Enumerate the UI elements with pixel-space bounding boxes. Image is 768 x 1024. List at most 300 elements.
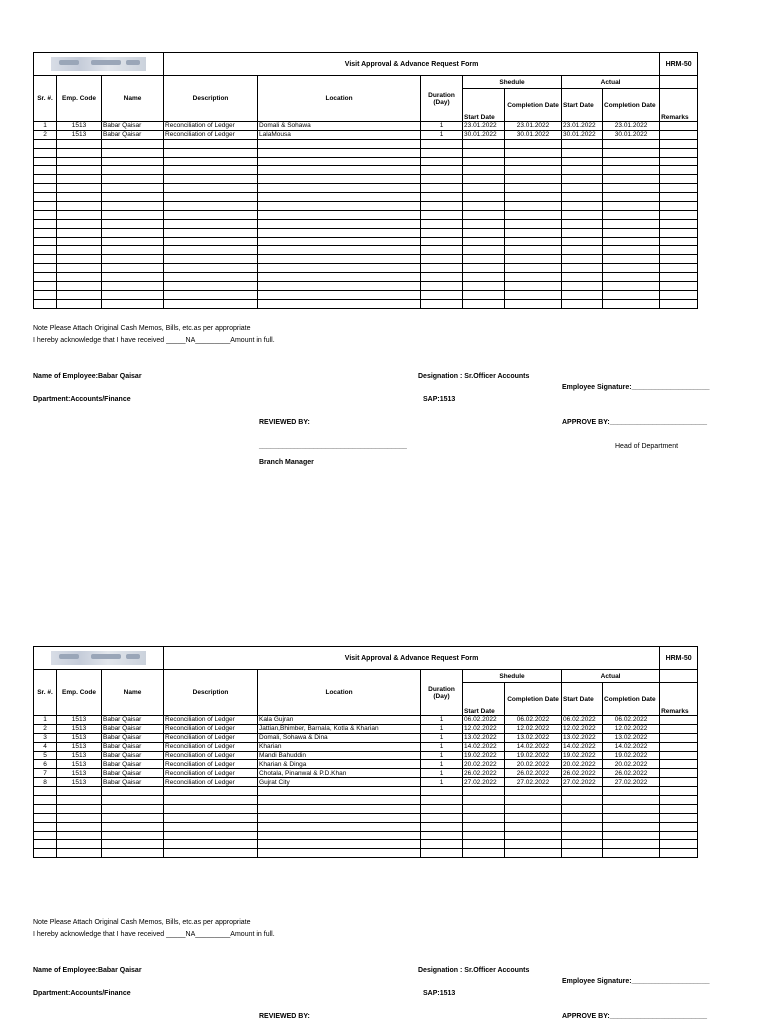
row-duration bbox=[421, 804, 463, 813]
row-remarks bbox=[660, 849, 698, 858]
row-location bbox=[258, 255, 421, 264]
row-name bbox=[102, 299, 164, 308]
row-location bbox=[258, 166, 421, 175]
row-duration bbox=[421, 219, 463, 228]
row-name bbox=[102, 175, 164, 184]
row-actual-start: 13.02.2022 bbox=[562, 733, 603, 742]
row-remarks bbox=[660, 157, 698, 166]
row-actual-completion: 23.01.2022 bbox=[603, 122, 660, 131]
row-duration: 1 bbox=[421, 130, 463, 139]
row-actual-start bbox=[562, 273, 603, 282]
row-duration: 1 bbox=[421, 716, 463, 725]
col-name: Name bbox=[102, 670, 164, 716]
row-remarks bbox=[660, 760, 698, 769]
row-schedule-start bbox=[463, 166, 505, 175]
row-location bbox=[258, 210, 421, 219]
row-duration bbox=[421, 840, 463, 849]
table-row bbox=[34, 122, 698, 131]
company-logo bbox=[34, 53, 164, 76]
row-location bbox=[258, 246, 421, 255]
row-description bbox=[164, 849, 258, 858]
row-actual-start bbox=[562, 849, 603, 858]
row-schedule-start bbox=[463, 157, 505, 166]
table-row bbox=[34, 139, 698, 148]
row-emp-code bbox=[57, 157, 102, 166]
row-actual-start bbox=[562, 290, 603, 299]
row-duration: 1 bbox=[421, 769, 463, 778]
row-schedule-start: 12.02.2022 bbox=[463, 724, 505, 733]
row-sr bbox=[34, 804, 57, 813]
row-schedule-completion: 19.02.2022 bbox=[505, 751, 562, 760]
row-duration: 1 bbox=[421, 751, 463, 760]
row-description bbox=[164, 237, 258, 246]
row-sr bbox=[34, 273, 57, 282]
row-emp-code bbox=[57, 831, 102, 840]
col-remarks: Remarks bbox=[660, 89, 698, 122]
row-sr bbox=[34, 166, 57, 175]
row-actual-start bbox=[562, 175, 603, 184]
row-emp-code bbox=[57, 813, 102, 822]
row-actual-start bbox=[562, 840, 603, 849]
row-emp-code: 1513 bbox=[57, 769, 102, 778]
row-location bbox=[258, 264, 421, 273]
row-description bbox=[164, 787, 258, 796]
row-actual-completion: 30.01.2022 bbox=[603, 130, 660, 139]
table-row bbox=[34, 175, 698, 184]
row-duration bbox=[421, 139, 463, 148]
row-actual-start bbox=[562, 813, 603, 822]
row-sr: 1 bbox=[34, 122, 57, 131]
row-actual-start bbox=[562, 255, 603, 264]
row-name bbox=[102, 246, 164, 255]
row-schedule-start bbox=[463, 831, 505, 840]
row-emp-code bbox=[57, 193, 102, 202]
row-actual-completion bbox=[603, 210, 660, 219]
row-sr bbox=[34, 264, 57, 273]
row-name bbox=[102, 787, 164, 796]
row-sr bbox=[34, 148, 57, 157]
row-actual-completion bbox=[603, 787, 660, 796]
row-schedule-start bbox=[463, 796, 505, 805]
row-sr: 2 bbox=[34, 724, 57, 733]
form-1-rows bbox=[34, 122, 698, 309]
row-description: Reconciliation of Ledger bbox=[164, 733, 258, 742]
table-row bbox=[34, 193, 698, 202]
visit-form-table-1 bbox=[33, 52, 698, 309]
approve-by: APPROVE BY:_________________________ bbox=[562, 419, 708, 426]
row-description bbox=[164, 822, 258, 831]
table-row bbox=[34, 742, 698, 751]
row-location bbox=[258, 849, 421, 858]
row-description bbox=[164, 139, 258, 148]
row-remarks bbox=[660, 246, 698, 255]
table-row bbox=[34, 210, 698, 219]
table-row bbox=[34, 219, 698, 228]
row-duration bbox=[421, 849, 463, 858]
row-sr bbox=[34, 255, 57, 264]
row-emp-code bbox=[57, 282, 102, 291]
row-emp-code: 1513 bbox=[57, 742, 102, 751]
row-location bbox=[258, 157, 421, 166]
row-sr bbox=[34, 184, 57, 193]
row-duration: 1 bbox=[421, 724, 463, 733]
row-duration bbox=[421, 273, 463, 282]
row-emp-code bbox=[57, 237, 102, 246]
row-actual-completion: 06.02.2022 bbox=[603, 716, 660, 725]
row-duration bbox=[421, 255, 463, 264]
row-location bbox=[258, 831, 421, 840]
row-actual-completion bbox=[603, 246, 660, 255]
row-schedule-start bbox=[463, 184, 505, 193]
row-description bbox=[164, 175, 258, 184]
table-row bbox=[34, 831, 698, 840]
row-schedule-start: 06.02.2022 bbox=[463, 716, 505, 725]
row-schedule-completion bbox=[505, 796, 562, 805]
row-schedule-start bbox=[463, 246, 505, 255]
row-schedule-completion bbox=[505, 193, 562, 202]
reviewer-signature-line: ______________________________________ bbox=[259, 443, 407, 450]
row-description: Reconciliation of Ledger bbox=[164, 724, 258, 733]
row-remarks bbox=[660, 733, 698, 742]
table-row bbox=[34, 130, 698, 139]
row-duration bbox=[421, 166, 463, 175]
row-remarks bbox=[660, 139, 698, 148]
row-sr bbox=[34, 787, 57, 796]
row-emp-code: 1513 bbox=[57, 733, 102, 742]
col-actual-completion: Completion Date bbox=[603, 683, 660, 716]
row-name bbox=[102, 264, 164, 273]
row-schedule-start bbox=[463, 255, 505, 264]
row-actual-completion bbox=[603, 157, 660, 166]
row-duration bbox=[421, 813, 463, 822]
row-actual-completion bbox=[603, 219, 660, 228]
designation: Designation : Sr.Officer Accounts bbox=[418, 967, 530, 974]
row-sr bbox=[34, 237, 57, 246]
row-location bbox=[258, 184, 421, 193]
row-schedule-completion bbox=[505, 264, 562, 273]
table-row bbox=[34, 796, 698, 805]
row-description bbox=[164, 246, 258, 255]
row-actual-start bbox=[562, 202, 603, 211]
row-name bbox=[102, 804, 164, 813]
row-remarks bbox=[660, 184, 698, 193]
row-schedule-completion: 13.02.2022 bbox=[505, 733, 562, 742]
row-duration bbox=[421, 193, 463, 202]
row-actual-start bbox=[562, 796, 603, 805]
row-description bbox=[164, 282, 258, 291]
row-location bbox=[258, 219, 421, 228]
table-row bbox=[34, 778, 698, 787]
row-schedule-completion: 27.02.2022 bbox=[505, 778, 562, 787]
row-schedule-start bbox=[463, 299, 505, 308]
row-schedule-start bbox=[463, 787, 505, 796]
row-description bbox=[164, 210, 258, 219]
row-schedule-completion bbox=[505, 813, 562, 822]
row-sr: 4 bbox=[34, 742, 57, 751]
row-sr bbox=[34, 822, 57, 831]
row-name bbox=[102, 796, 164, 805]
row-location bbox=[258, 273, 421, 282]
row-actual-start bbox=[562, 193, 603, 202]
row-schedule-completion: 06.02.2022 bbox=[505, 716, 562, 725]
row-schedule-start bbox=[463, 193, 505, 202]
row-duration bbox=[421, 228, 463, 237]
row-location: Gujrat City bbox=[258, 778, 421, 787]
row-emp-code bbox=[57, 255, 102, 264]
col-actual: Actual bbox=[562, 76, 660, 89]
row-emp-code bbox=[57, 219, 102, 228]
row-actual-completion: 14.02.2022 bbox=[603, 742, 660, 751]
col-duration: Duration (Day) bbox=[421, 76, 463, 122]
table-row bbox=[34, 290, 698, 299]
row-schedule-completion: 30.01.2022 bbox=[505, 130, 562, 139]
row-emp-code bbox=[57, 264, 102, 273]
row-location bbox=[258, 175, 421, 184]
row-sr: 7 bbox=[34, 769, 57, 778]
row-sr bbox=[34, 840, 57, 849]
row-name bbox=[102, 193, 164, 202]
row-description bbox=[164, 813, 258, 822]
row-schedule-completion bbox=[505, 840, 562, 849]
row-name bbox=[102, 831, 164, 840]
row-emp-code bbox=[57, 849, 102, 858]
row-location bbox=[258, 237, 421, 246]
row-duration bbox=[421, 787, 463, 796]
col-schedule: Shedule bbox=[463, 670, 562, 683]
row-sr bbox=[34, 175, 57, 184]
row-remarks bbox=[660, 273, 698, 282]
row-remarks bbox=[660, 778, 698, 787]
col-sr: Sr. #. bbox=[34, 76, 57, 122]
row-actual-start bbox=[562, 210, 603, 219]
row-remarks bbox=[660, 166, 698, 175]
row-description bbox=[164, 219, 258, 228]
row-sr bbox=[34, 813, 57, 822]
row-actual-start bbox=[562, 264, 603, 273]
row-actual-start: 27.02.2022 bbox=[562, 778, 603, 787]
row-description: Reconciliation of Ledger bbox=[164, 751, 258, 760]
row-sr: 2 bbox=[34, 130, 57, 139]
row-location bbox=[258, 840, 421, 849]
row-actual-start bbox=[562, 246, 603, 255]
row-sr bbox=[34, 282, 57, 291]
row-description bbox=[164, 255, 258, 264]
row-remarks bbox=[660, 724, 698, 733]
employee-signature: Employee Signature:____________________ bbox=[562, 384, 710, 391]
row-schedule-start bbox=[463, 148, 505, 157]
row-actual-completion bbox=[603, 822, 660, 831]
row-schedule-start bbox=[463, 840, 505, 849]
row-schedule-completion bbox=[505, 787, 562, 796]
row-schedule-completion bbox=[505, 804, 562, 813]
table-row bbox=[34, 166, 698, 175]
row-location bbox=[258, 290, 421, 299]
row-location bbox=[258, 139, 421, 148]
form-code: HRM-50 bbox=[660, 647, 698, 670]
form-1-header bbox=[34, 53, 698, 122]
row-name bbox=[102, 813, 164, 822]
row-description: Reconciliation of Ledger bbox=[164, 742, 258, 751]
row-actual-start: 06.02.2022 bbox=[562, 716, 603, 725]
row-actual-completion bbox=[603, 299, 660, 308]
row-sr bbox=[34, 219, 57, 228]
row-location: Mandi Bahuddin bbox=[258, 751, 421, 760]
row-duration bbox=[421, 210, 463, 219]
row-duration bbox=[421, 264, 463, 273]
row-schedule-start: 19.02.2022 bbox=[463, 751, 505, 760]
row-location: Domali, Sohawa & Dina bbox=[258, 733, 421, 742]
row-actual-completion bbox=[603, 148, 660, 157]
row-name: Babar Qaisar bbox=[102, 122, 164, 131]
row-remarks bbox=[660, 255, 698, 264]
row-emp-code bbox=[57, 148, 102, 157]
row-actual-completion bbox=[603, 166, 660, 175]
row-actual-completion bbox=[603, 255, 660, 264]
row-actual-completion: 26.02.2022 bbox=[603, 769, 660, 778]
row-description: Reconciliation of Ledger bbox=[164, 716, 258, 725]
row-actual-completion bbox=[603, 804, 660, 813]
branch-manager: Branch Manager bbox=[259, 459, 314, 466]
row-schedule-start: 27.02.2022 bbox=[463, 778, 505, 787]
note-text: Note Please Attach Original Cash Memos, Bills, etc.as per appropriate bbox=[33, 919, 251, 926]
row-name bbox=[102, 255, 164, 264]
row-actual-completion bbox=[603, 796, 660, 805]
row-sr: 1 bbox=[34, 716, 57, 725]
form-title: Visit Approval & Advance Request Form bbox=[164, 647, 660, 670]
row-schedule-completion bbox=[505, 148, 562, 157]
row-location: Kala Gujran bbox=[258, 716, 421, 725]
row-schedule-start bbox=[463, 139, 505, 148]
row-schedule-completion bbox=[505, 202, 562, 211]
row-sr bbox=[34, 210, 57, 219]
row-schedule-completion bbox=[505, 166, 562, 175]
col-schedule-completion: Completion Date bbox=[505, 89, 562, 122]
row-duration bbox=[421, 796, 463, 805]
row-description bbox=[164, 804, 258, 813]
row-actual-start bbox=[562, 184, 603, 193]
row-actual-completion bbox=[603, 840, 660, 849]
row-emp-code bbox=[57, 273, 102, 282]
row-actual-completion bbox=[603, 193, 660, 202]
row-duration bbox=[421, 157, 463, 166]
row-name bbox=[102, 202, 164, 211]
row-remarks bbox=[660, 804, 698, 813]
row-duration: 1 bbox=[421, 760, 463, 769]
row-schedule-completion bbox=[505, 822, 562, 831]
row-location: Domali & Sohawa bbox=[258, 122, 421, 131]
row-location bbox=[258, 822, 421, 831]
row-actual-completion bbox=[603, 175, 660, 184]
row-description: Reconciliation of Ledger bbox=[164, 122, 258, 131]
row-emp-code: 1513 bbox=[57, 130, 102, 139]
row-description bbox=[164, 228, 258, 237]
row-schedule-completion: 14.02.2022 bbox=[505, 742, 562, 751]
row-duration bbox=[421, 246, 463, 255]
head-of-department: Head of Department bbox=[615, 443, 679, 450]
row-name bbox=[102, 290, 164, 299]
row-name bbox=[102, 822, 164, 831]
row-remarks bbox=[660, 796, 698, 805]
row-emp-code: 1513 bbox=[57, 760, 102, 769]
row-actual-completion bbox=[603, 139, 660, 148]
row-schedule-start: 26.02.2022 bbox=[463, 769, 505, 778]
col-actual-start: Start Date bbox=[562, 683, 603, 716]
row-actual-start bbox=[562, 282, 603, 291]
row-description: Reconciliation of Ledger bbox=[164, 778, 258, 787]
row-sr bbox=[34, 246, 57, 255]
table-row bbox=[34, 264, 698, 273]
row-schedule-completion: 12.02.2022 bbox=[505, 724, 562, 733]
row-actual-start bbox=[562, 166, 603, 175]
table-row bbox=[34, 299, 698, 308]
row-description bbox=[164, 290, 258, 299]
row-emp-code: 1513 bbox=[57, 724, 102, 733]
row-duration bbox=[421, 282, 463, 291]
col-emp-code: Emp. Code bbox=[57, 76, 102, 122]
row-actual-start bbox=[562, 219, 603, 228]
row-actual-completion bbox=[603, 273, 660, 282]
row-emp-code bbox=[57, 166, 102, 175]
row-remarks bbox=[660, 130, 698, 139]
table-row bbox=[34, 822, 698, 831]
row-actual-start bbox=[562, 299, 603, 308]
row-schedule-completion: 26.02.2022 bbox=[505, 769, 562, 778]
row-actual-completion: 13.02.2022 bbox=[603, 733, 660, 742]
company-logo bbox=[34, 647, 164, 670]
table-row bbox=[34, 255, 698, 264]
row-description: Reconciliation of Ledger bbox=[164, 760, 258, 769]
row-duration bbox=[421, 237, 463, 246]
row-actual-completion bbox=[603, 264, 660, 273]
row-description bbox=[164, 202, 258, 211]
row-description: Reconciliation of Ledger bbox=[164, 769, 258, 778]
row-emp-code: 1513 bbox=[57, 778, 102, 787]
row-name: Babar Qaisar bbox=[102, 778, 164, 787]
row-schedule-completion bbox=[505, 184, 562, 193]
row-location bbox=[258, 299, 421, 308]
designation: Designation : Sr.Officer Accounts bbox=[418, 373, 530, 380]
col-actual: Actual bbox=[562, 670, 660, 683]
table-row bbox=[34, 148, 698, 157]
row-schedule-start bbox=[463, 210, 505, 219]
row-remarks bbox=[660, 813, 698, 822]
table-row bbox=[34, 787, 698, 796]
table-row bbox=[34, 760, 698, 769]
row-schedule-start: 23.01.2022 bbox=[463, 122, 505, 131]
form-code: HRM-50 bbox=[660, 53, 698, 76]
table-row bbox=[34, 273, 698, 282]
row-description bbox=[164, 840, 258, 849]
col-name: Name bbox=[102, 76, 164, 122]
row-remarks bbox=[660, 716, 698, 725]
row-schedule-completion: 20.02.2022 bbox=[505, 760, 562, 769]
row-remarks bbox=[660, 787, 698, 796]
row-actual-completion: 12.02.2022 bbox=[603, 724, 660, 733]
row-schedule-completion bbox=[505, 273, 562, 282]
row-sr: 5 bbox=[34, 751, 57, 760]
row-remarks bbox=[660, 290, 698, 299]
row-sr bbox=[34, 849, 57, 858]
table-row bbox=[34, 769, 698, 778]
table-row bbox=[34, 751, 698, 760]
row-schedule-start bbox=[463, 175, 505, 184]
row-location: Jattian,Bhimber, Barnala, Kotla & Kharian bbox=[258, 724, 421, 733]
sap-code: SAP:1513 bbox=[423, 990, 456, 997]
department: Dpartment:Accounts/Finance bbox=[33, 990, 131, 997]
row-remarks bbox=[660, 769, 698, 778]
row-remarks bbox=[660, 219, 698, 228]
row-duration: 1 bbox=[421, 742, 463, 751]
